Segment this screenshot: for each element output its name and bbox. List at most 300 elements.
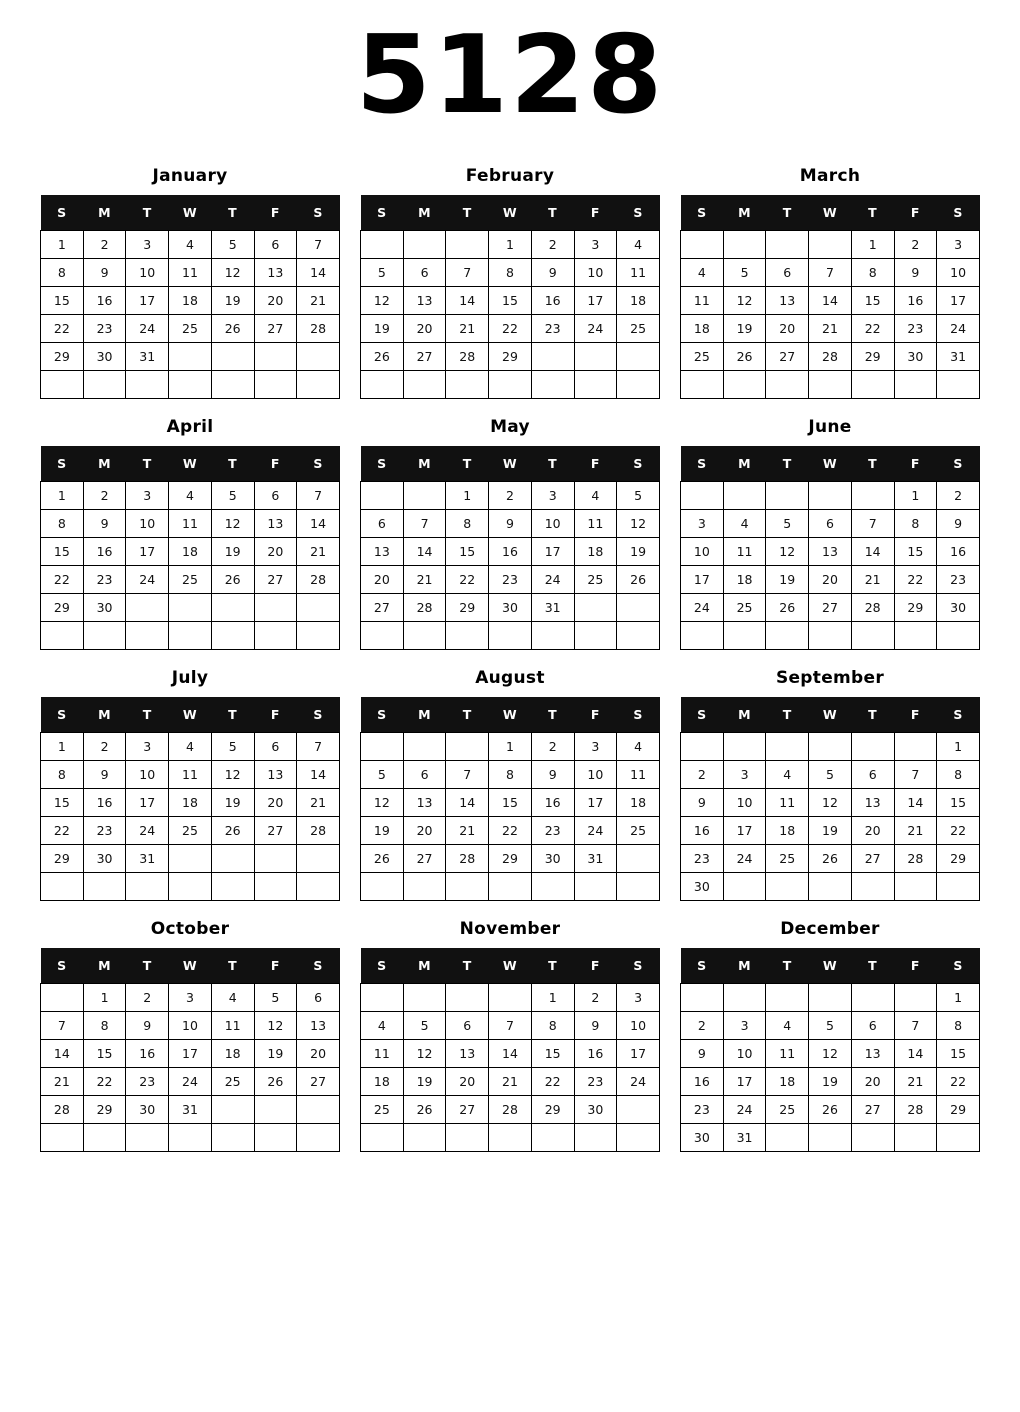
day-cell[interactable]: 26 <box>211 566 254 594</box>
day-cell[interactable]: 17 <box>681 566 724 594</box>
day-cell[interactable]: 13 <box>851 1040 894 1068</box>
day-cell[interactable]: 26 <box>617 566 660 594</box>
day-cell[interactable]: 27 <box>361 594 404 622</box>
day-cell[interactable]: 6 <box>361 510 404 538</box>
day-cell[interactable]: 24 <box>723 845 766 873</box>
day-cell[interactable]: 22 <box>851 315 894 343</box>
day-cell[interactable]: 4 <box>169 482 212 510</box>
day-cell[interactable]: 12 <box>617 510 660 538</box>
day-cell[interactable]: 20 <box>446 1068 489 1096</box>
day-cell[interactable]: 5 <box>211 482 254 510</box>
day-cell[interactable]: 31 <box>937 343 980 371</box>
day-cell[interactable]: 5 <box>361 761 404 789</box>
day-cell[interactable]: 11 <box>169 259 212 287</box>
day-cell[interactable]: 15 <box>41 789 84 817</box>
day-cell[interactable]: 17 <box>574 789 617 817</box>
day-cell[interactable]: 4 <box>766 761 809 789</box>
day-cell[interactable]: 9 <box>83 510 126 538</box>
day-cell[interactable]: 25 <box>617 315 660 343</box>
day-cell[interactable]: 25 <box>169 315 212 343</box>
day-cell[interactable]: 18 <box>617 789 660 817</box>
day-cell[interactable]: 8 <box>937 1012 980 1040</box>
day-cell[interactable]: 8 <box>489 259 532 287</box>
day-cell[interactable]: 12 <box>809 789 852 817</box>
day-cell[interactable]: 23 <box>894 315 937 343</box>
day-cell[interactable]: 2 <box>126 984 169 1012</box>
day-cell[interactable]: 29 <box>83 1096 126 1124</box>
day-cell[interactable]: 21 <box>851 566 894 594</box>
day-cell[interactable]: 26 <box>766 594 809 622</box>
day-cell[interactable]: 20 <box>851 817 894 845</box>
day-cell[interactable]: 12 <box>211 259 254 287</box>
day-cell[interactable]: 6 <box>403 761 446 789</box>
day-cell[interactable]: 15 <box>83 1040 126 1068</box>
day-cell[interactable]: 1 <box>446 482 489 510</box>
day-cell[interactable]: 10 <box>169 1012 212 1040</box>
day-cell[interactable]: 19 <box>809 817 852 845</box>
day-cell[interactable]: 24 <box>574 817 617 845</box>
day-cell[interactable]: 17 <box>723 817 766 845</box>
day-cell[interactable]: 23 <box>531 817 574 845</box>
day-cell[interactable]: 6 <box>254 482 297 510</box>
day-cell[interactable]: 26 <box>723 343 766 371</box>
day-cell[interactable]: 14 <box>446 789 489 817</box>
day-cell[interactable]: 23 <box>681 845 724 873</box>
day-cell[interactable]: 12 <box>403 1040 446 1068</box>
day-cell[interactable]: 2 <box>574 984 617 1012</box>
day-cell[interactable]: 7 <box>894 1012 937 1040</box>
day-cell[interactable]: 1 <box>41 482 84 510</box>
day-cell[interactable]: 20 <box>254 789 297 817</box>
day-cell[interactable]: 27 <box>254 817 297 845</box>
day-cell[interactable]: 20 <box>403 817 446 845</box>
day-cell[interactable]: 25 <box>723 594 766 622</box>
day-cell[interactable]: 29 <box>41 594 84 622</box>
day-cell[interactable]: 21 <box>403 566 446 594</box>
day-cell[interactable]: 8 <box>894 510 937 538</box>
day-cell[interactable]: 16 <box>83 789 126 817</box>
day-cell[interactable]: 27 <box>851 845 894 873</box>
day-cell[interactable]: 8 <box>937 761 980 789</box>
day-cell[interactable]: 6 <box>403 259 446 287</box>
day-cell[interactable]: 15 <box>531 1040 574 1068</box>
day-cell[interactable]: 26 <box>211 817 254 845</box>
day-cell[interactable]: 27 <box>851 1096 894 1124</box>
day-cell[interactable]: 20 <box>851 1068 894 1096</box>
day-cell[interactable]: 22 <box>41 566 84 594</box>
day-cell[interactable]: 31 <box>169 1096 212 1124</box>
day-cell[interactable]: 30 <box>126 1096 169 1124</box>
day-cell[interactable]: 18 <box>169 287 212 315</box>
day-cell[interactable]: 6 <box>254 231 297 259</box>
day-cell[interactable]: 29 <box>41 343 84 371</box>
day-cell[interactable]: 17 <box>723 1068 766 1096</box>
day-cell[interactable]: 25 <box>169 566 212 594</box>
day-cell[interactable]: 13 <box>446 1040 489 1068</box>
day-cell[interactable]: 7 <box>446 259 489 287</box>
day-cell[interactable]: 4 <box>617 733 660 761</box>
day-cell[interactable]: 28 <box>446 845 489 873</box>
day-cell[interactable]: 18 <box>211 1040 254 1068</box>
day-cell[interactable]: 25 <box>574 566 617 594</box>
day-cell[interactable]: 13 <box>361 538 404 566</box>
day-cell[interactable]: 19 <box>211 538 254 566</box>
day-cell[interactable]: 29 <box>489 845 532 873</box>
day-cell[interactable]: 19 <box>403 1068 446 1096</box>
day-cell[interactable]: 7 <box>894 761 937 789</box>
day-cell[interactable]: 16 <box>489 538 532 566</box>
day-cell[interactable]: 9 <box>489 510 532 538</box>
day-cell[interactable]: 2 <box>894 231 937 259</box>
day-cell[interactable]: 23 <box>83 315 126 343</box>
day-cell[interactable]: 6 <box>766 259 809 287</box>
day-cell[interactable]: 2 <box>83 482 126 510</box>
day-cell[interactable]: 28 <box>489 1096 532 1124</box>
day-cell[interactable]: 3 <box>169 984 212 1012</box>
day-cell[interactable]: 16 <box>681 817 724 845</box>
day-cell[interactable]: 27 <box>254 315 297 343</box>
day-cell[interactable]: 28 <box>851 594 894 622</box>
day-cell[interactable]: 16 <box>126 1040 169 1068</box>
day-cell[interactable]: 12 <box>361 789 404 817</box>
day-cell[interactable]: 21 <box>809 315 852 343</box>
day-cell[interactable]: 30 <box>937 594 980 622</box>
day-cell[interactable]: 2 <box>531 231 574 259</box>
day-cell[interactable]: 5 <box>211 733 254 761</box>
day-cell[interactable]: 8 <box>83 1012 126 1040</box>
day-cell[interactable]: 16 <box>937 538 980 566</box>
day-cell[interactable]: 11 <box>169 761 212 789</box>
day-cell[interactable]: 19 <box>809 1068 852 1096</box>
day-cell[interactable]: 18 <box>766 1068 809 1096</box>
day-cell[interactable]: 15 <box>489 287 532 315</box>
day-cell[interactable]: 17 <box>617 1040 660 1068</box>
day-cell[interactable]: 13 <box>403 789 446 817</box>
day-cell[interactable]: 27 <box>766 343 809 371</box>
day-cell[interactable]: 7 <box>446 761 489 789</box>
day-cell[interactable]: 9 <box>531 761 574 789</box>
day-cell[interactable]: 9 <box>531 259 574 287</box>
day-cell[interactable]: 30 <box>83 845 126 873</box>
day-cell[interactable]: 3 <box>531 482 574 510</box>
day-cell[interactable]: 24 <box>681 594 724 622</box>
day-cell[interactable]: 2 <box>83 733 126 761</box>
day-cell[interactable]: 11 <box>681 287 724 315</box>
day-cell[interactable]: 29 <box>531 1096 574 1124</box>
day-cell[interactable]: 20 <box>766 315 809 343</box>
day-cell[interactable]: 25 <box>766 845 809 873</box>
day-cell[interactable]: 21 <box>489 1068 532 1096</box>
day-cell[interactable]: 3 <box>681 510 724 538</box>
day-cell[interactable]: 8 <box>41 510 84 538</box>
day-cell[interactable]: 13 <box>254 510 297 538</box>
day-cell[interactable]: 18 <box>169 538 212 566</box>
day-cell[interactable]: 26 <box>361 845 404 873</box>
day-cell[interactable]: 2 <box>937 482 980 510</box>
day-cell[interactable]: 23 <box>83 566 126 594</box>
day-cell[interactable]: 4 <box>681 259 724 287</box>
day-cell[interactable]: 21 <box>446 315 489 343</box>
day-cell[interactable]: 20 <box>361 566 404 594</box>
day-cell[interactable]: 28 <box>297 315 340 343</box>
day-cell[interactable]: 4 <box>617 231 660 259</box>
day-cell[interactable]: 3 <box>723 1012 766 1040</box>
day-cell[interactable]: 10 <box>723 789 766 817</box>
day-cell[interactable]: 21 <box>894 817 937 845</box>
day-cell[interactable]: 20 <box>809 566 852 594</box>
day-cell[interactable]: 13 <box>254 259 297 287</box>
day-cell[interactable]: 10 <box>574 761 617 789</box>
day-cell[interactable]: 9 <box>83 259 126 287</box>
day-cell[interactable]: 4 <box>169 733 212 761</box>
day-cell[interactable]: 24 <box>723 1096 766 1124</box>
day-cell[interactable]: 8 <box>446 510 489 538</box>
day-cell[interactable]: 31 <box>723 1124 766 1152</box>
day-cell[interactable]: 4 <box>574 482 617 510</box>
day-cell[interactable]: 11 <box>766 789 809 817</box>
day-cell[interactable]: 19 <box>766 566 809 594</box>
day-cell[interactable]: 19 <box>211 789 254 817</box>
day-cell[interactable]: 14 <box>894 1040 937 1068</box>
day-cell[interactable]: 15 <box>937 789 980 817</box>
day-cell[interactable]: 23 <box>937 566 980 594</box>
day-cell[interactable]: 2 <box>681 761 724 789</box>
day-cell[interactable]: 27 <box>446 1096 489 1124</box>
day-cell[interactable]: 1 <box>41 733 84 761</box>
day-cell[interactable]: 21 <box>894 1068 937 1096</box>
day-cell[interactable]: 29 <box>937 845 980 873</box>
day-cell[interactable]: 3 <box>126 733 169 761</box>
day-cell[interactable]: 13 <box>851 789 894 817</box>
day-cell[interactable]: 19 <box>617 538 660 566</box>
day-cell[interactable]: 18 <box>723 566 766 594</box>
day-cell[interactable]: 23 <box>126 1068 169 1096</box>
day-cell[interactable]: 9 <box>126 1012 169 1040</box>
day-cell[interactable]: 9 <box>681 789 724 817</box>
day-cell[interactable]: 16 <box>83 287 126 315</box>
day-cell[interactable]: 7 <box>809 259 852 287</box>
day-cell[interactable]: 14 <box>894 789 937 817</box>
day-cell[interactable]: 10 <box>574 259 617 287</box>
day-cell[interactable]: 22 <box>83 1068 126 1096</box>
day-cell[interactable]: 18 <box>169 789 212 817</box>
day-cell[interactable]: 1 <box>851 231 894 259</box>
day-cell[interactable]: 8 <box>851 259 894 287</box>
day-cell[interactable]: 14 <box>446 287 489 315</box>
day-cell[interactable]: 20 <box>254 538 297 566</box>
day-cell[interactable]: 15 <box>489 789 532 817</box>
day-cell[interactable]: 12 <box>211 761 254 789</box>
day-cell[interactable]: 30 <box>574 1096 617 1124</box>
day-cell[interactable]: 15 <box>446 538 489 566</box>
day-cell[interactable]: 17 <box>169 1040 212 1068</box>
day-cell[interactable]: 16 <box>894 287 937 315</box>
day-cell[interactable]: 21 <box>41 1068 84 1096</box>
day-cell[interactable]: 9 <box>681 1040 724 1068</box>
day-cell[interactable]: 24 <box>126 315 169 343</box>
day-cell[interactable]: 30 <box>83 343 126 371</box>
day-cell[interactable]: 6 <box>809 510 852 538</box>
day-cell[interactable]: 4 <box>211 984 254 1012</box>
day-cell[interactable]: 25 <box>617 817 660 845</box>
day-cell[interactable]: 23 <box>83 817 126 845</box>
day-cell[interactable]: 5 <box>403 1012 446 1040</box>
day-cell[interactable]: 8 <box>531 1012 574 1040</box>
day-cell[interactable]: 7 <box>403 510 446 538</box>
day-cell[interactable]: 6 <box>851 761 894 789</box>
day-cell[interactable]: 7 <box>297 231 340 259</box>
day-cell[interactable]: 22 <box>937 1068 980 1096</box>
day-cell[interactable]: 26 <box>361 343 404 371</box>
day-cell[interactable]: 12 <box>361 287 404 315</box>
day-cell[interactable]: 15 <box>937 1040 980 1068</box>
day-cell[interactable]: 22 <box>41 315 84 343</box>
day-cell[interactable]: 3 <box>617 984 660 1012</box>
day-cell[interactable]: 6 <box>851 1012 894 1040</box>
day-cell[interactable]: 14 <box>809 287 852 315</box>
day-cell[interactable]: 16 <box>531 287 574 315</box>
day-cell[interactable]: 3 <box>574 733 617 761</box>
day-cell[interactable]: 25 <box>361 1096 404 1124</box>
day-cell[interactable]: 3 <box>574 231 617 259</box>
day-cell[interactable]: 7 <box>297 733 340 761</box>
day-cell[interactable]: 8 <box>41 761 84 789</box>
day-cell[interactable]: 24 <box>126 817 169 845</box>
day-cell[interactable]: 1 <box>894 482 937 510</box>
day-cell[interactable]: 30 <box>531 845 574 873</box>
day-cell[interactable]: 21 <box>446 817 489 845</box>
day-cell[interactable]: 14 <box>297 259 340 287</box>
day-cell[interactable]: 7 <box>41 1012 84 1040</box>
day-cell[interactable]: 12 <box>766 538 809 566</box>
day-cell[interactable]: 26 <box>809 1096 852 1124</box>
day-cell[interactable]: 16 <box>531 789 574 817</box>
day-cell[interactable]: 24 <box>937 315 980 343</box>
day-cell[interactable]: 11 <box>766 1040 809 1068</box>
day-cell[interactable]: 6 <box>446 1012 489 1040</box>
day-cell[interactable]: 5 <box>809 1012 852 1040</box>
day-cell[interactable]: 24 <box>169 1068 212 1096</box>
day-cell[interactable]: 12 <box>211 510 254 538</box>
day-cell[interactable]: 27 <box>809 594 852 622</box>
day-cell[interactable]: 27 <box>403 845 446 873</box>
day-cell[interactable]: 8 <box>41 259 84 287</box>
day-cell[interactable]: 29 <box>446 594 489 622</box>
day-cell[interactable]: 15 <box>851 287 894 315</box>
day-cell[interactable]: 3 <box>126 482 169 510</box>
day-cell[interactable]: 23 <box>574 1068 617 1096</box>
day-cell[interactable]: 9 <box>894 259 937 287</box>
day-cell[interactable]: 27 <box>254 566 297 594</box>
day-cell[interactable]: 5 <box>766 510 809 538</box>
day-cell[interactable]: 5 <box>617 482 660 510</box>
day-cell[interactable]: 18 <box>766 817 809 845</box>
day-cell[interactable]: 20 <box>254 287 297 315</box>
day-cell[interactable]: 23 <box>489 566 532 594</box>
day-cell[interactable]: 30 <box>681 1124 724 1152</box>
day-cell[interactable]: 2 <box>681 1012 724 1040</box>
day-cell[interactable]: 11 <box>723 538 766 566</box>
day-cell[interactable]: 9 <box>937 510 980 538</box>
day-cell[interactable]: 23 <box>531 315 574 343</box>
day-cell[interactable]: 3 <box>937 231 980 259</box>
day-cell[interactable]: 24 <box>617 1068 660 1096</box>
day-cell[interactable]: 13 <box>809 538 852 566</box>
day-cell[interactable]: 21 <box>297 789 340 817</box>
day-cell[interactable]: 28 <box>894 845 937 873</box>
day-cell[interactable]: 1 <box>41 231 84 259</box>
day-cell[interactable]: 13 <box>297 1012 340 1040</box>
day-cell[interactable]: 7 <box>489 1012 532 1040</box>
day-cell[interactable]: 14 <box>489 1040 532 1068</box>
day-cell[interactable]: 20 <box>297 1040 340 1068</box>
day-cell[interactable]: 9 <box>574 1012 617 1040</box>
day-cell[interactable]: 22 <box>489 315 532 343</box>
day-cell[interactable]: 28 <box>41 1096 84 1124</box>
day-cell[interactable]: 16 <box>681 1068 724 1096</box>
day-cell[interactable]: 25 <box>169 817 212 845</box>
day-cell[interactable]: 25 <box>211 1068 254 1096</box>
day-cell[interactable]: 11 <box>617 259 660 287</box>
day-cell[interactable]: 13 <box>766 287 809 315</box>
day-cell[interactable]: 5 <box>809 761 852 789</box>
day-cell[interactable]: 1 <box>937 984 980 1012</box>
day-cell[interactable]: 1 <box>489 231 532 259</box>
day-cell[interactable]: 17 <box>126 287 169 315</box>
day-cell[interactable]: 4 <box>169 231 212 259</box>
day-cell[interactable]: 2 <box>531 733 574 761</box>
day-cell[interactable]: 14 <box>297 761 340 789</box>
day-cell[interactable]: 13 <box>403 287 446 315</box>
day-cell[interactable]: 20 <box>403 315 446 343</box>
day-cell[interactable]: 6 <box>254 733 297 761</box>
day-cell[interactable]: 28 <box>446 343 489 371</box>
day-cell[interactable]: 24 <box>531 566 574 594</box>
day-cell[interactable]: 5 <box>723 259 766 287</box>
day-cell[interactable]: 12 <box>723 287 766 315</box>
day-cell[interactable]: 16 <box>83 538 126 566</box>
day-cell[interactable]: 22 <box>894 566 937 594</box>
day-cell[interactable]: 15 <box>41 538 84 566</box>
day-cell[interactable]: 31 <box>574 845 617 873</box>
day-cell[interactable]: 19 <box>723 315 766 343</box>
day-cell[interactable]: 10 <box>126 761 169 789</box>
day-cell[interactable]: 1 <box>531 984 574 1012</box>
day-cell[interactable]: 12 <box>809 1040 852 1068</box>
day-cell[interactable]: 17 <box>574 287 617 315</box>
day-cell[interactable]: 31 <box>126 845 169 873</box>
day-cell[interactable]: 27 <box>403 343 446 371</box>
day-cell[interactable]: 16 <box>574 1040 617 1068</box>
day-cell[interactable]: 28 <box>894 1096 937 1124</box>
day-cell[interactable]: 4 <box>361 1012 404 1040</box>
day-cell[interactable]: 14 <box>41 1040 84 1068</box>
day-cell[interactable]: 9 <box>83 761 126 789</box>
day-cell[interactable]: 17 <box>937 287 980 315</box>
day-cell[interactable]: 18 <box>681 315 724 343</box>
day-cell[interactable]: 26 <box>403 1096 446 1124</box>
day-cell[interactable]: 19 <box>361 315 404 343</box>
day-cell[interactable]: 28 <box>809 343 852 371</box>
day-cell[interactable]: 19 <box>254 1040 297 1068</box>
day-cell[interactable]: 13 <box>254 761 297 789</box>
day-cell[interactable]: 3 <box>126 231 169 259</box>
day-cell[interactable]: 22 <box>446 566 489 594</box>
day-cell[interactable]: 14 <box>403 538 446 566</box>
day-cell[interactable]: 22 <box>531 1068 574 1096</box>
day-cell[interactable]: 29 <box>851 343 894 371</box>
day-cell[interactable]: 19 <box>361 817 404 845</box>
